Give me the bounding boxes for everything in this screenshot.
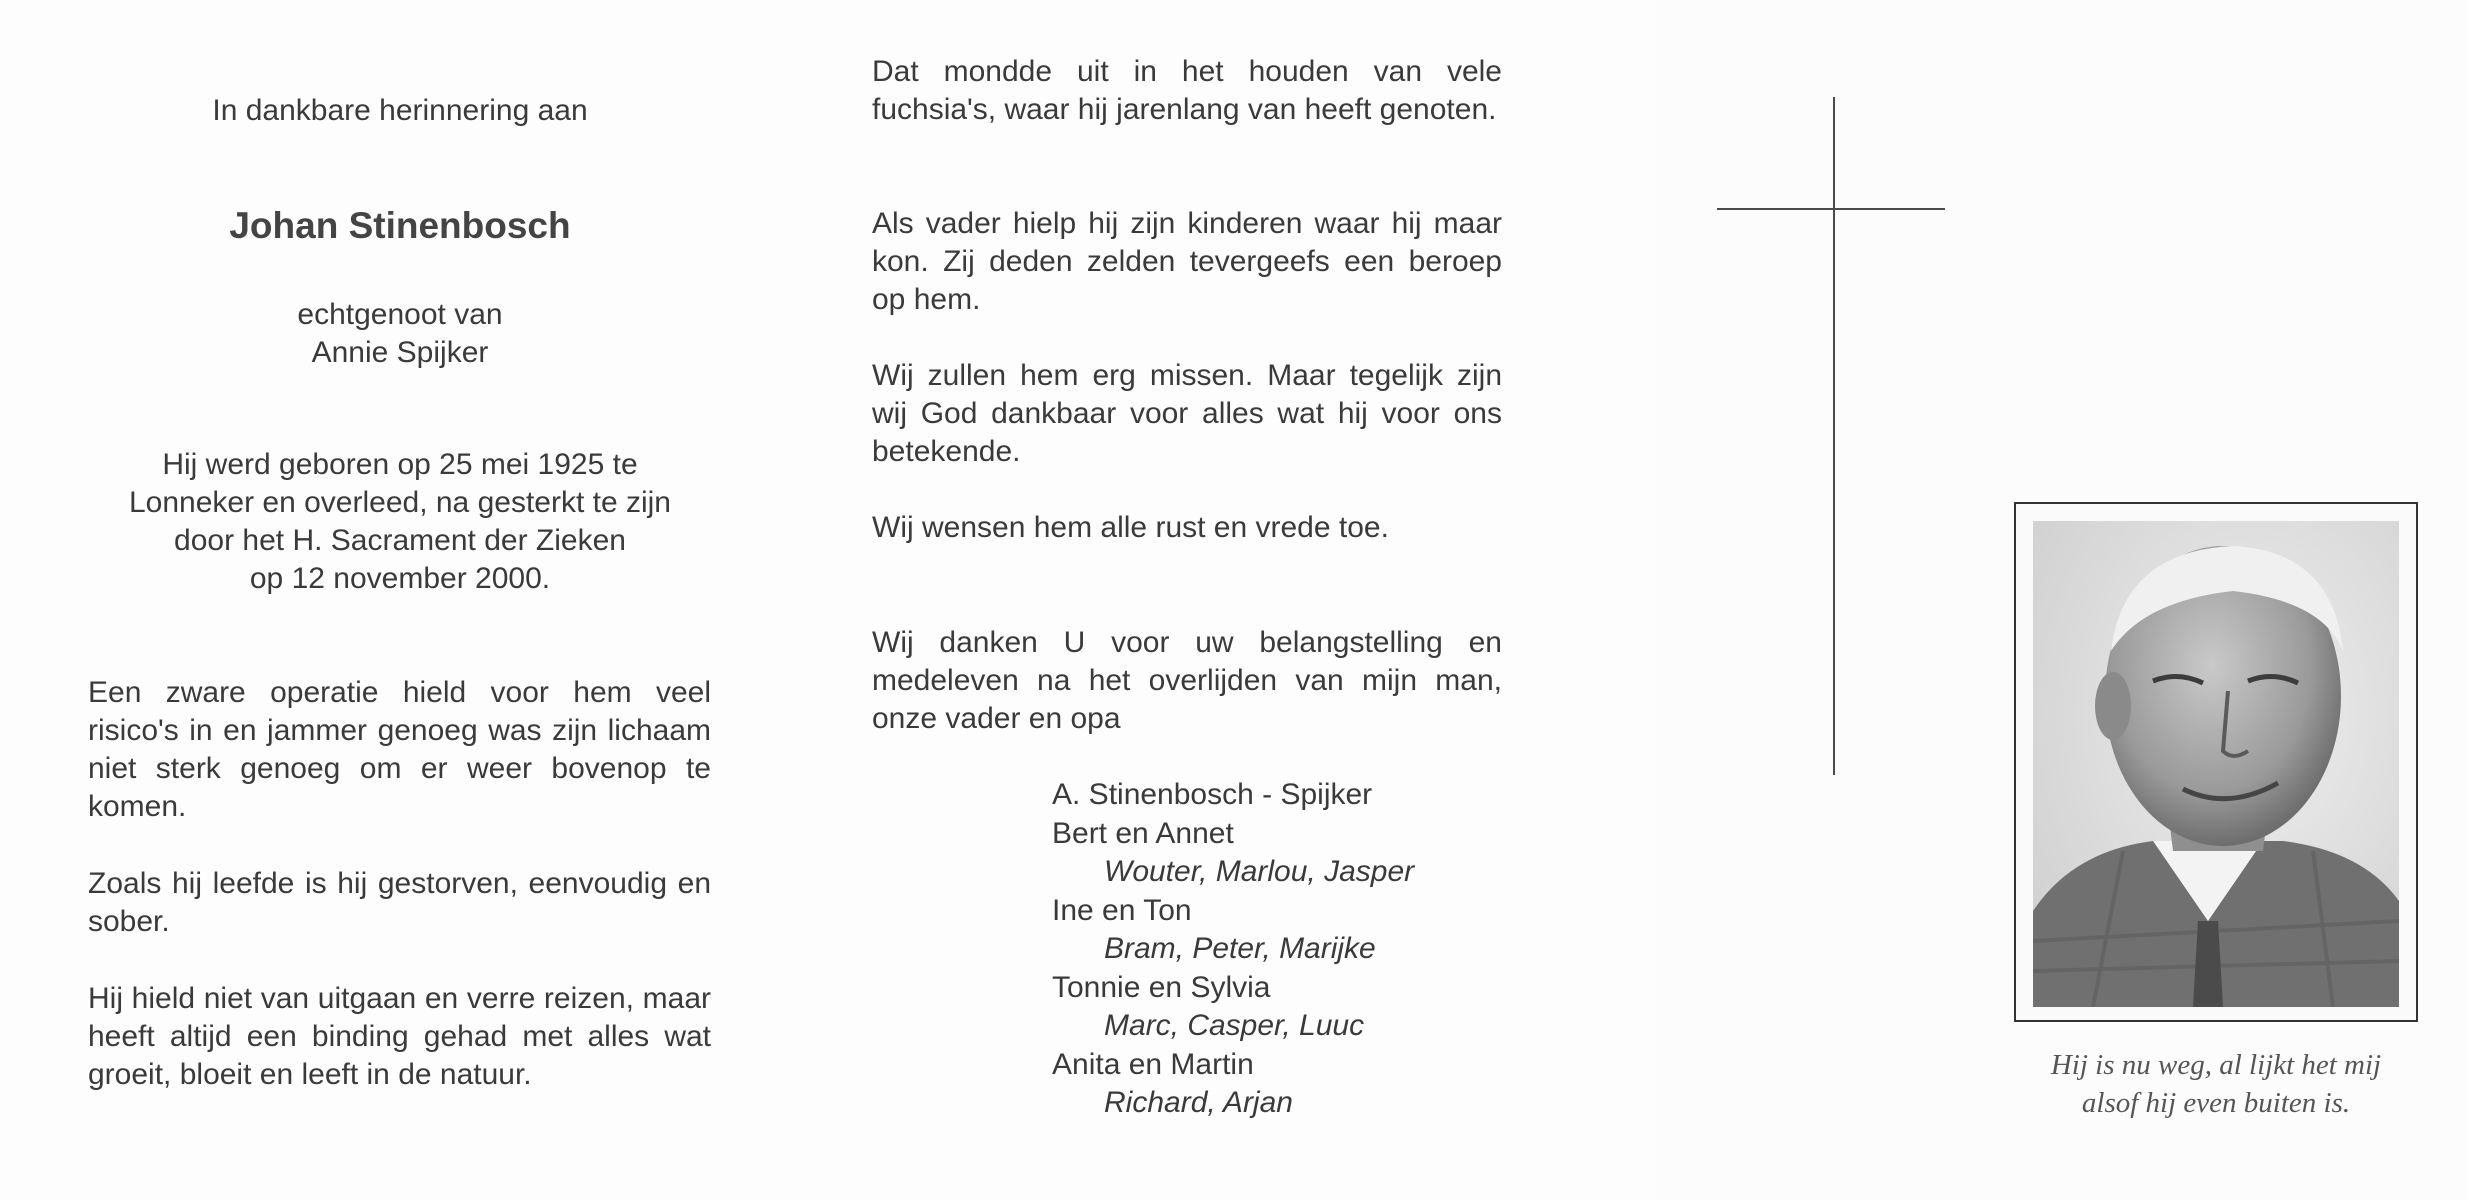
middle-paragraph: Wij zullen hem erg missen. Maar tegelijk zijn wij God dankbaar voor alles wat hij voor ons betekende. [872,359,1502,468]
cross-icon [1833,97,1835,775]
portrait-frame [2014,502,2418,1022]
left-paragraph: Hij hield niet van uitgaan en verre reizen, maar heeft altijd een binding gehad met alles wat groeit, bloeit en leeft in de natuur. [88,982,711,1091]
middle-paragraph: Dat mondde uit in het houden van vele fuchsia's, waar hij jarenlang van heeft genoten. [872,55,1502,126]
intro-text: In dankbare herinnering aan [212,94,588,127]
middle-paragraph: Als vader hielp hij zijn kinderen waar hij maar kon. Zij deden zelden tevergeefs een beroep op hem. [872,207,1502,316]
birth-death-line: Lonneker en overleed, na gesterkt te zijn [128,486,671,519]
middle-panel [820,0,1655,1200]
birth-death-block [90,446,710,598]
portrait-photo [2033,521,2399,1007]
caption-line: alsof hij even buiten is. [2081,1087,2351,1119]
thank-you-paragraph: Wij danken U voor uw belangstelling en medeleven na het overlijden van mijn man, onze vader en opa [872,626,1502,735]
family-member: Anita en Martin [1052,1047,1254,1081]
grandchildren: Bram, Peter, Marijke [1104,932,1376,965]
deceased-name: Johan Stinenbosch [229,205,571,246]
cross-icon [1717,208,1945,210]
family-member: Ine en Ton [1052,893,1192,927]
birth-death-line: door het H. Sacrament der Zieken [174,524,626,557]
spouse-block [150,296,650,372]
family-member: A. Stinenbosch - Spijker [1052,778,1373,811]
caption-line: Hij is nu weg, al lijkt het mij [2050,1049,2382,1081]
left-panel [0,0,820,1200]
grandchildren: Richard, Arjan [1104,1086,1293,1119]
middle-paragraph: Wij wensen hem alle rust en vrede toe. [872,511,1389,544]
grandchildren: Marc, Casper, Luuc [1104,1009,1365,1042]
family-member: Tonnie en Sylvia [1052,970,1271,1004]
spouse-line: echtgenoot van [297,298,503,331]
photo-caption [1990,1046,2442,1122]
family-member: Bert en Annet [1052,816,1234,850]
portrait-illustration [2033,521,2399,1007]
grandchildren: Wouter, Marlou, Jasper [1104,855,1415,888]
birth-death-line: Hij werd geboren op 25 mei 1925 te [162,448,638,481]
birth-death-line: op 12 november 2000. [249,562,551,595]
spouse-line: Annie Spijker [311,336,489,369]
left-paragraph: Zoals hij leefde is hij gestorven, eenvoudig en sober. [88,867,711,938]
family-list [1052,776,1552,1123]
left-paragraph: Een zware operatie hield voor hem veel risico's in en jammer genoeg was zijn lichaam niet sterk genoeg om er weer bovenop te komen. [88,676,711,823]
